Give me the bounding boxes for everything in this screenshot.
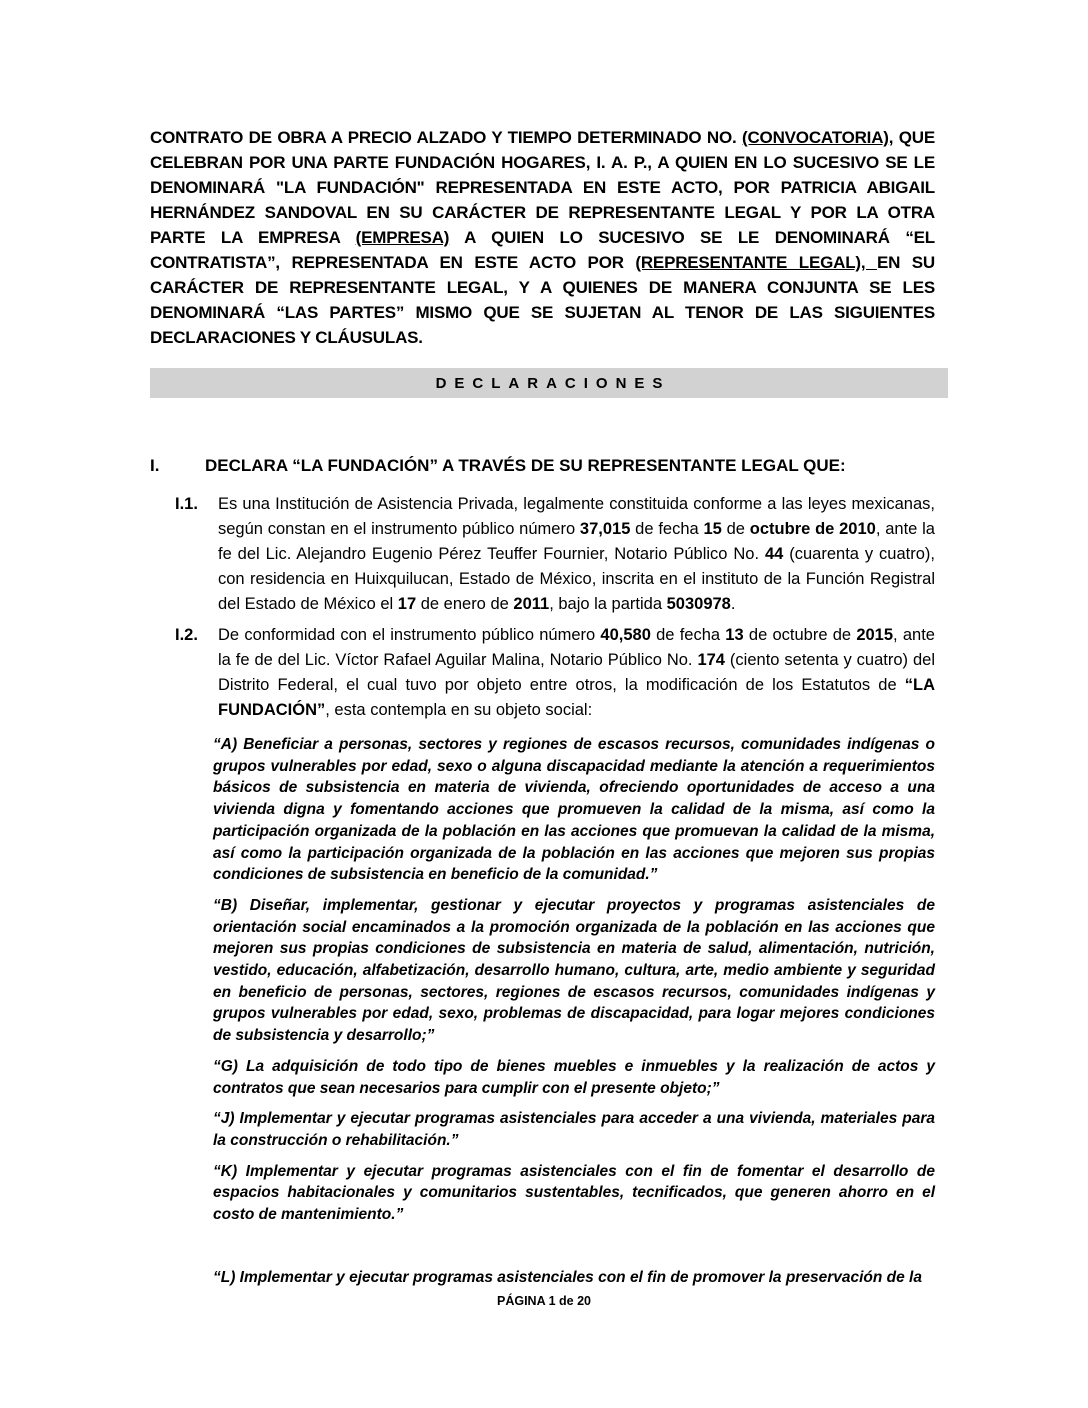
text-segment: octubre de 2010 — [749, 520, 876, 538]
text-segment: , QUE CELEBRAN POR UNA PARTE FUNDACIÓN HOGARES, I. A. P., A QUIEN EN LO SUCESIVO SE LE DENOMINARÁ "LA FUNDACIÓN" REPRESENTADA EN ESTE ACTO, POR PATRICIA ABIGAIL HERNÁNDEZ SANDOVAL EN SU CARÁCTER DE REPRESENTANTE LEGAL Y POR LA OTRA PARTE LA EMPRESA — [150, 128, 935, 247]
section-1-title: DECLARA “LA FUNDACIÓN” A TRAVÉS DE SU REPRESENTANTE LEGAL QUE: — [205, 456, 846, 475]
declaration-item-i1 — [150, 492, 935, 617]
text-segment: 40,580 — [600, 626, 651, 644]
text-segment: 44 — [764, 545, 784, 563]
text-segment: 174 — [697, 651, 725, 669]
text-segment: de fecha — [650, 626, 726, 644]
clause-a: “A) Beneficiar a personas, sectores y regiones de escasos recursos, comunidades indígenas o grupos vulnerables por edad, sexo o alguna discapacidad mediante la atención a requerimientos básicos de subsistencia en materia de vivienda, ofreciendo oportunidades de acceso a una vivienda digna y fomentando acciones que promueven la calidad de la misma, así como la participación organizada de la población en las acciones que promuevan la calidad de la misma, así como la participación organizada de la población en las acciones que mejoren sus propias condiciones de subsistencia en beneficio de la comunidad.” — [213, 736, 935, 884]
clause-l: “L) Implementar y ejecutar programas asistenciales con el fin de promover la preservación de la — [213, 1268, 922, 1286]
text-segment: 15 — [703, 520, 722, 538]
text-segment: A QUIEN LO SUCESIVO SE LE DENOMINARÁ “EL CONTRATISTA”, REPRESENTADA EN ESTE ACTO POR — [150, 228, 935, 272]
text-segment: 5030978 — [666, 595, 731, 613]
text-segment: (cuarenta y cuatro), con residencia en Huixquilucan, Estado de México, inscrita en el instituto de la Función Registral del Estado de México el — [218, 545, 935, 613]
section-1-numeral: I. — [150, 456, 160, 475]
section-1-heading — [150, 453, 948, 478]
text-segment: Es una Institución de Asistencia Privada, legalmente constituida conforme a las leyes mexicanas, según constan en el instrumento público número — [218, 495, 935, 538]
text-segment: , esta contempla en su objeto social: — [325, 701, 593, 719]
text-segment: 2015 — [856, 626, 894, 644]
text-segment: de — [721, 520, 750, 538]
text-segment: “LA FUNDACIÓN” — [218, 676, 935, 719]
text-segment: (EMPRESA) — [355, 228, 450, 247]
declaration-item-i2-numeral: I.2. — [175, 626, 198, 644]
text-segment: , ante la fe de del Lic. Víctor Rafael Aguilar Malina, Notario Público No. — [218, 626, 935, 669]
text-segment: (REPRESENTANTE LEGAL), — [635, 253, 877, 272]
clause-k: “K) Implementar y ejecutar programas asistenciales con el fin de fomentar el desarrollo de espacios habitacionales y comunitarios sustentables, tecnificados, que generen ahorro en el costo de mantenimiento.” — [213, 1162, 935, 1224]
text-segment: (CONVOCATORIA) — [742, 128, 889, 147]
declaration-item-i2 — [150, 623, 935, 723]
text-segment: 2011 — [513, 595, 550, 613]
text-segment: . — [730, 595, 736, 613]
text-segment: 17 — [397, 595, 417, 613]
text-segment: de enero de — [416, 595, 514, 613]
document-page — [150, 0, 948, 1288]
clause-b: “B) Diseñar, implementar, gestionar y ejecutar proyectos y programas asistenciales de orientación social encaminados a la promoción organizada de la población en las acciones que mejoren sus propias condiciones de subsistencia en materia de salud, alimentación, nutrición, vestido, educación, alfabetización, desarrollo humano, cultura, arte, medio ambiente y seguridad en beneficio de personas, sectores, regiones de escasos recursos, comunidades indígenas y grupos vulnerables por edad, sexo, problemas de discapacidad, para logar mejores condiciones de subsistencia y desarrollo;” — [213, 896, 935, 1045]
text-segment: 37,015 — [579, 520, 631, 538]
text-segment: (ciento setenta y cuatro) del Distrito Federal, el cual tuvo por objeto entre otros, la modificación de los Estatutos de — [218, 651, 935, 694]
declaration-item-i1-numeral: I.1. — [175, 495, 198, 513]
text-segment: EN SU CARÁCTER DE REPRESENTANTE LEGAL, Y A QUIENES DE MANERA CONJUNTA SE LES DENOMINARÁ “LAS PARTES” MISMO QUE SE SUJETAN AL TENOR DE LAS SIGUIENTES DECLARACIONES Y CLÁUSULAS. — [150, 253, 935, 347]
text-segment: 13 — [725, 626, 744, 644]
declaraciones-bar — [150, 368, 948, 398]
text-segment: , bajo la partida — [549, 595, 667, 613]
opening-paragraph — [150, 125, 935, 350]
declaration-item-i1-text — [218, 492, 935, 617]
text-segment: De conformidad con el instrumento público número — [218, 626, 601, 644]
text-segment: CONTRATO DE OBRA A PRECIO ALZADO Y TIEMPO DETERMINADO NO. — [150, 128, 743, 147]
clause-j: “J) Implementar y ejecutar programas asistenciales para acceder a una vivienda, materiales para la construcción o rehabilitación.” — [213, 1110, 935, 1149]
clause-g: “G) La adquisición de todo tipo de bienes muebles e inmuebles y la realización de actos y contratos que sean necesarios para cumplir con el presente objeto;” — [213, 1057, 935, 1097]
text-segment: , ante la fe del Lic. Alejandro Eugenio Pérez Teuffer Fournier, Notario Público No. — [218, 520, 935, 563]
declaration-item-i2-text — [218, 623, 935, 723]
text-segment: de fecha — [630, 520, 704, 538]
text-segment: de octubre de — [743, 626, 857, 644]
page-number-footer: PÁGINA 1 de 20 — [496, 1294, 591, 1308]
declaraciones-title: DECLARACIONES — [435, 374, 671, 392]
